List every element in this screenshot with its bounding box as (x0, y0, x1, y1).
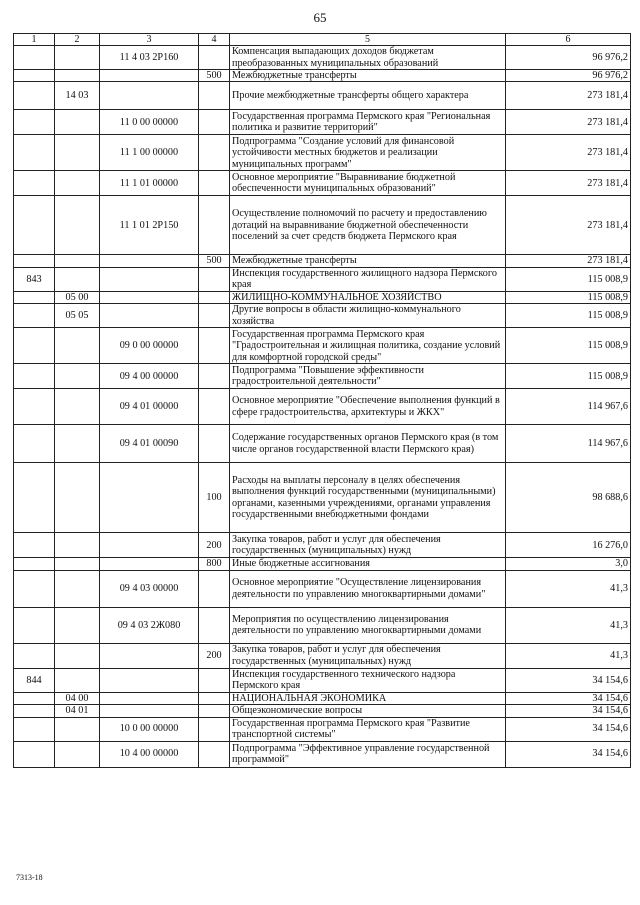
cell-target-article-code: 09 4 01 00000 (100, 389, 199, 425)
cell-expense-type-code: 100 (199, 463, 230, 533)
cell-target-article-code: 11 0 00 00000 (100, 110, 199, 135)
cell-section-code (55, 607, 100, 643)
cell-target-article-code (100, 291, 199, 303)
table-row (14, 267, 631, 291)
table-row (14, 741, 631, 767)
cell-ministry-code (14, 255, 55, 267)
cell-target-article-code: 09 4 00 00000 (100, 364, 199, 389)
cell-ministry-code (14, 82, 55, 110)
cell-target-article-code (100, 463, 199, 533)
cell-description: Иные бюджетные ассигнования (230, 558, 506, 570)
cell-amount: 273 181,4 (506, 171, 631, 196)
cell-section-code: 05 00 (55, 291, 100, 303)
cell-ministry-code (14, 607, 55, 643)
cell-ministry-code (14, 135, 55, 171)
cell-amount: 115 008,9 (506, 364, 631, 389)
cell-description: НАЦИОНАЛЬНАЯ ЭКОНОМИКА (230, 692, 506, 704)
table-row (14, 717, 631, 741)
cell-ministry-code (14, 570, 55, 607)
cell-description: Государственная программа Пермского края "Развитие транспортной системы" (230, 717, 506, 741)
header-row (14, 34, 631, 46)
header-col-6: 6 (506, 34, 631, 46)
cell-amount: 273 181,4 (506, 255, 631, 267)
cell-section-code (55, 328, 100, 364)
cell-description: Расходы на выплаты персоналу в целях обеспечения выполнения функций государственными (муниципальными) органами, казенными учреждениями, органами управления государственными внебюджетными фондами (230, 463, 506, 533)
cell-description: Закупка товаров, работ и услуг для обеспечения государственных (муниципальных) нужд (230, 533, 506, 558)
cell-amount: 3,0 (506, 558, 631, 570)
cell-amount: 16 276,0 (506, 533, 631, 558)
header-col-3: 3 (100, 34, 199, 46)
cell-description: Компенсация выпадающих доходов бюджетам преобразованных муниципальных образований (230, 46, 506, 70)
cell-amount: 273 181,4 (506, 196, 631, 255)
cell-section-code (55, 717, 100, 741)
cell-target-article-code (100, 304, 199, 328)
cell-expense-type-code (199, 328, 230, 364)
cell-amount: 114 967,6 (506, 425, 631, 463)
cell-ministry-code (14, 692, 55, 704)
cell-amount: 41,3 (506, 607, 631, 643)
cell-description: Общеэкономические вопросы (230, 705, 506, 717)
cell-target-article-code (100, 692, 199, 704)
cell-amount: 115 008,9 (506, 291, 631, 303)
cell-expense-type-code (199, 389, 230, 425)
cell-amount: 273 181,4 (506, 110, 631, 135)
cell-amount: 41,3 (506, 643, 631, 668)
cell-expense-type-code (199, 717, 230, 741)
cell-amount: 34 154,6 (506, 741, 631, 767)
table-row (14, 328, 631, 364)
cell-amount: 96 976,2 (506, 46, 631, 70)
cell-expense-type-code (199, 196, 230, 255)
cell-ministry-code (14, 196, 55, 255)
cell-description: Основное мероприятие "Обеспечение выполнения функций в сфере градостроительства, архитектуры и ЖКХ" (230, 389, 506, 425)
cell-section-code (55, 267, 100, 291)
table-row (14, 255, 631, 267)
cell-target-article-code: 09 4 01 00090 (100, 425, 199, 463)
table-row (14, 291, 631, 303)
footer-code: 7313-18 (16, 873, 43, 882)
cell-target-article-code (100, 533, 199, 558)
cell-expense-type-code (199, 46, 230, 70)
table-row (14, 389, 631, 425)
cell-expense-type-code (199, 705, 230, 717)
header-col-2: 2 (55, 34, 100, 46)
cell-expense-type-code (199, 425, 230, 463)
cell-ministry-code: 844 (14, 668, 55, 692)
cell-ministry-code (14, 643, 55, 668)
cell-section-code (55, 110, 100, 135)
cell-target-article-code (100, 643, 199, 668)
table-body (14, 46, 631, 767)
cell-expense-type-code (199, 135, 230, 171)
cell-section-code (55, 70, 100, 82)
cell-description: Основное мероприятие "Осуществление лицензирования деятельности по управлению многоквартирными домами" (230, 570, 506, 607)
cell-section-code (55, 46, 100, 70)
table-row (14, 46, 631, 70)
cell-description: Межбюджетные трансферты (230, 255, 506, 267)
cell-ministry-code (14, 46, 55, 70)
cell-amount: 115 008,9 (506, 328, 631, 364)
cell-expense-type-code (199, 267, 230, 291)
cell-description: Государственная программа Пермского края "Региональная политика и развитие территорий" (230, 110, 506, 135)
table-row (14, 110, 631, 135)
cell-target-article-code (100, 705, 199, 717)
table-row (14, 705, 631, 717)
cell-section-code (55, 668, 100, 692)
cell-ministry-code (14, 328, 55, 364)
cell-amount: 34 154,6 (506, 717, 631, 741)
cell-expense-type-code: 200 (199, 533, 230, 558)
cell-section-code (55, 643, 100, 668)
cell-section-code: 04 01 (55, 705, 100, 717)
cell-target-article-code: 11 1 00 00000 (100, 135, 199, 171)
cell-section-code (55, 463, 100, 533)
cell-section-code (55, 255, 100, 267)
header-col-1: 1 (14, 34, 55, 46)
table-row (14, 668, 631, 692)
cell-expense-type-code (199, 364, 230, 389)
cell-description: Инспекция государственного технического надзора Пермского края (230, 668, 506, 692)
cell-section-code (55, 196, 100, 255)
table-row (14, 82, 631, 110)
cell-expense-type-code (199, 607, 230, 643)
cell-section-code: 05 05 (55, 304, 100, 328)
cell-target-article-code: 10 4 00 00000 (100, 741, 199, 767)
cell-target-article-code (100, 558, 199, 570)
cell-section-code (55, 741, 100, 767)
cell-expense-type-code (199, 304, 230, 328)
cell-ministry-code (14, 110, 55, 135)
budget-table (13, 33, 631, 768)
cell-expense-type-code: 800 (199, 558, 230, 570)
cell-expense-type-code: 500 (199, 70, 230, 82)
cell-section-code (55, 570, 100, 607)
cell-ministry-code (14, 717, 55, 741)
cell-section-code: 04 00 (55, 692, 100, 704)
cell-description: Закупка товаров, работ и услуг для обеспечения государственных (муниципальных) нужд (230, 643, 506, 668)
table-row (14, 196, 631, 255)
cell-expense-type-code (199, 570, 230, 607)
cell-section-code (55, 389, 100, 425)
cell-amount: 34 154,6 (506, 668, 631, 692)
cell-expense-type-code (199, 110, 230, 135)
cell-amount: 34 154,6 (506, 692, 631, 704)
cell-expense-type-code: 200 (199, 643, 230, 668)
header-col-5: 5 (230, 34, 506, 46)
table-row (14, 692, 631, 704)
cell-target-article-code: 09 4 03 2Ж080 (100, 607, 199, 643)
cell-target-article-code: 10 0 00 00000 (100, 717, 199, 741)
cell-description: Осуществление полномочий по расчету и предоставлению дотаций на выравнивание бюджетной обеспеченности поселений за счет средств бюджета Пермского края (230, 196, 506, 255)
cell-amount: 114 967,6 (506, 389, 631, 425)
cell-description: Основное мероприятие "Выравнивание бюджетной обеспеченности муниципальных образований" (230, 171, 506, 196)
table-row (14, 425, 631, 463)
cell-amount: 115 008,9 (506, 267, 631, 291)
header-col-4: 4 (199, 34, 230, 46)
cell-target-article-code: 09 4 03 00000 (100, 570, 199, 607)
cell-amount: 41,3 (506, 570, 631, 607)
table-row (14, 135, 631, 171)
table-row (14, 171, 631, 196)
cell-section-code (55, 533, 100, 558)
cell-amount: 273 181,4 (506, 82, 631, 110)
table-row (14, 570, 631, 607)
cell-section-code (55, 135, 100, 171)
cell-description: Межбюджетные трансферты (230, 70, 506, 82)
cell-expense-type-code (199, 82, 230, 110)
table-row (14, 558, 631, 570)
page-number: 65 (313, 10, 327, 25)
cell-description: Мероприятия по осуществлению лицензирования деятельности по управлению многоквартирными домами (230, 607, 506, 643)
cell-description: Подпрограмма "Создание условий для финансовой устойчивости местных бюджетов и реализации муниципальных программ" (230, 135, 506, 171)
cell-target-article-code (100, 668, 199, 692)
cell-ministry-code: 843 (14, 267, 55, 291)
cell-section-code (55, 171, 100, 196)
cell-ministry-code (14, 463, 55, 533)
cell-ministry-code (14, 291, 55, 303)
cell-description: ЖИЛИЩНО-КОММУНАЛЬНОЕ ХОЗЯЙСТВО (230, 291, 506, 303)
cell-target-article-code: 11 1 01 00000 (100, 171, 199, 196)
cell-section-code (55, 364, 100, 389)
cell-ministry-code (14, 558, 55, 570)
cell-expense-type-code (199, 692, 230, 704)
cell-expense-type-code (199, 291, 230, 303)
cell-target-article-code: 11 4 03 2Р160 (100, 46, 199, 70)
table-row (14, 533, 631, 558)
cell-section-code (55, 425, 100, 463)
cell-description: Государственная программа Пермского края "Градостроительная и жилищная политика, создание условий для комфортной городской среды" (230, 328, 506, 364)
cell-description: Содержание государственных органов Пермского края (в том числе органов государственной власти Пермского края) (230, 425, 506, 463)
cell-description: Другие вопросы в области жилищно-коммунального хозяйства (230, 304, 506, 328)
cell-target-article-code: 09 0 00 00000 (100, 328, 199, 364)
table-row (14, 643, 631, 668)
cell-target-article-code (100, 82, 199, 110)
cell-target-article-code: 11 1 01 2Р150 (100, 196, 199, 255)
cell-ministry-code (14, 533, 55, 558)
cell-ministry-code (14, 389, 55, 425)
cell-amount: 34 154,6 (506, 705, 631, 717)
cell-amount: 115 008,9 (506, 304, 631, 328)
cell-ministry-code (14, 425, 55, 463)
cell-expense-type-code (199, 741, 230, 767)
cell-target-article-code (100, 255, 199, 267)
cell-description: Подпрограмма "Повышение эффективности градостроительной деятельности" (230, 364, 506, 389)
cell-amount: 98 688,6 (506, 463, 631, 533)
cell-section-code (55, 558, 100, 570)
table-row (14, 70, 631, 82)
cell-ministry-code (14, 364, 55, 389)
cell-description: Прочие межбюджетные трансферты общего характера (230, 82, 506, 110)
cell-expense-type-code: 500 (199, 255, 230, 267)
cell-section-code: 14 03 (55, 82, 100, 110)
table-row (14, 463, 631, 533)
cell-ministry-code (14, 741, 55, 767)
cell-description: Инспекция государственного жилищного надзора Пермского края (230, 267, 506, 291)
cell-target-article-code (100, 267, 199, 291)
cell-ministry-code (14, 304, 55, 328)
cell-ministry-code (14, 70, 55, 82)
table-row (14, 364, 631, 389)
table-row (14, 304, 631, 328)
cell-target-article-code (100, 70, 199, 82)
cell-expense-type-code (199, 171, 230, 196)
cell-description: Подпрограмма "Эффективное управление государственной программой" (230, 741, 506, 767)
cell-ministry-code (14, 171, 55, 196)
table-row (14, 607, 631, 643)
cell-expense-type-code (199, 668, 230, 692)
cell-amount: 273 181,4 (506, 135, 631, 171)
cell-ministry-code (14, 705, 55, 717)
cell-amount: 96 976,2 (506, 70, 631, 82)
